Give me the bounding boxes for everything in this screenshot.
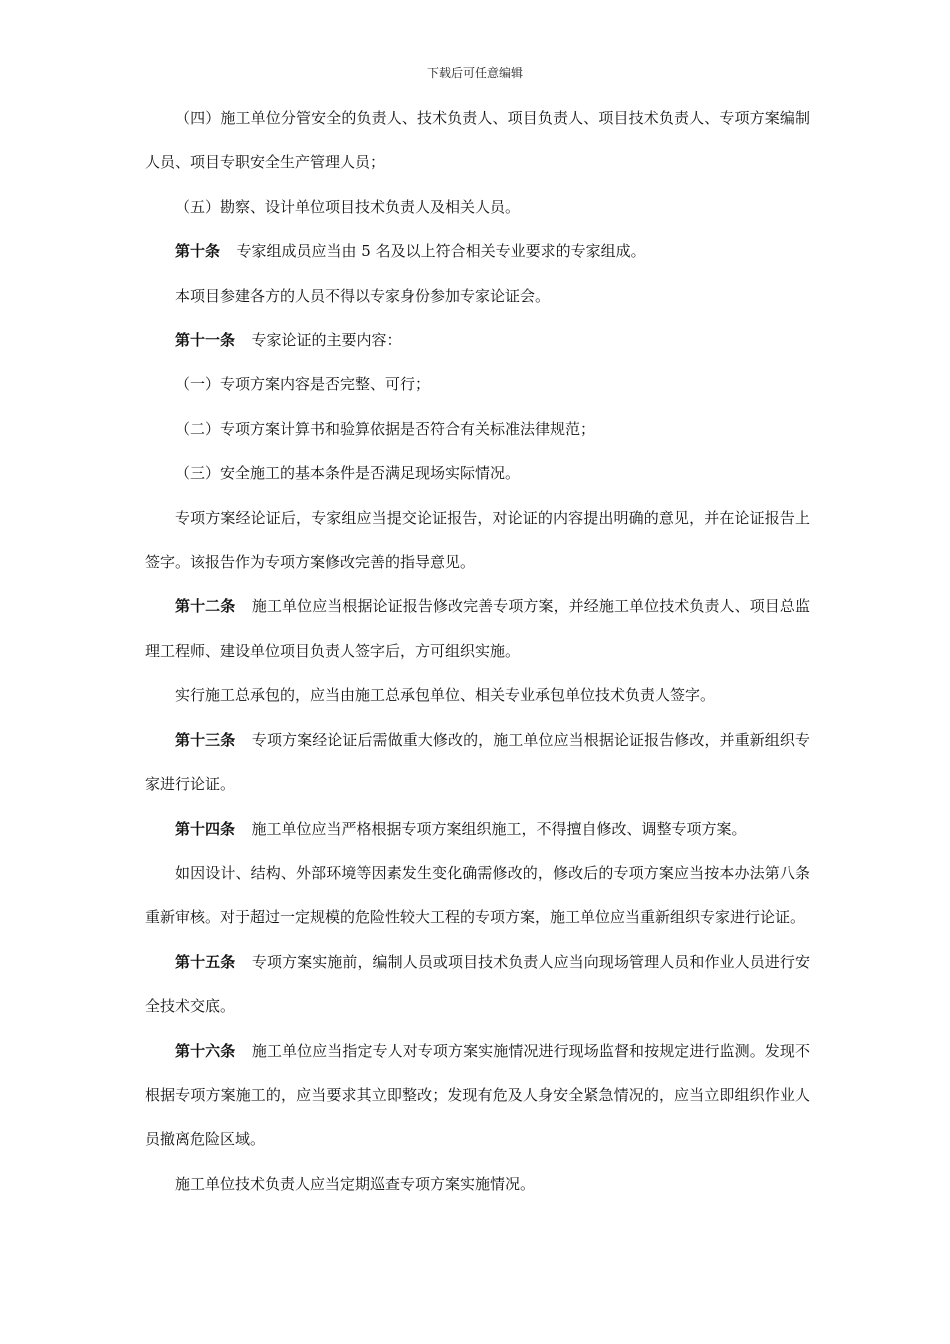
article-number: 第十一条 — [175, 331, 236, 350]
paragraph-text: （五）勘察、设计单位项目技术负责人及相关人员。 — [175, 197, 521, 216]
paragraph — [145, 673, 810, 717]
paragraph-text: 本项目参建各方的人员不得以专家身份参加专家论证会。 — [175, 286, 551, 305]
paragraph-text: 专家论证的主要内容： — [251, 331, 402, 350]
article-number: 第十二条 — [175, 597, 236, 616]
paragraph-text: （一）专项方案内容是否完整、可行； — [175, 375, 431, 394]
paragraph — [145, 451, 810, 495]
paragraph — [145, 940, 810, 1029]
paragraph-text: （二）专项方案计算书和验算依据是否符合有关标准法律规范； — [175, 419, 596, 438]
article-number: 第十五条 — [175, 952, 236, 971]
article-number: 第十四条 — [175, 819, 236, 838]
document-body — [145, 96, 810, 1206]
article-number: 第十条 — [175, 242, 221, 261]
paragraph — [145, 851, 810, 940]
paragraph — [145, 1162, 810, 1206]
paragraph-text: 施工单位应当根据论证报告修改完善专项方案，并经施工单位技术负责人、项目总监理工程师、建设单位项目负责人签字后，方可组织实施。 — [145, 597, 810, 660]
paragraph — [145, 318, 810, 362]
paragraph-text: 施工单位应当指定专人对专项方案实施情况进行现场监督和按规定进行监测。发现不根据专项方案施工的，应当要求其立即整改；发现有危及人身安全紧急情况的，应当立即组织作业人员撤离危险区域。 — [145, 1041, 810, 1149]
article-number: 第十六条 — [175, 1041, 236, 1060]
paragraph — [145, 584, 810, 673]
page-header: 下载后可任意编辑 — [426, 66, 523, 80]
paragraph — [145, 229, 810, 273]
paragraph — [145, 496, 810, 585]
paragraph — [145, 274, 810, 318]
paragraph-text: 如因设计、结构、外部环境等因素发生变化确需修改的，修改后的专项方案应当按本办法第八条重新审核。对于超过一定规模的危险性较大工程的专项方案，施工单位应当重新组织专家进行论证。 — [145, 863, 810, 927]
paragraph-text: 专项方案经论证后，专家组应当提交论证报告，对论证的内容提出明确的意见，并在论证报告上签字。该报告作为专项方案修改完善的指导意见。 — [145, 508, 810, 572]
paragraph — [145, 407, 810, 451]
paragraph — [145, 362, 810, 406]
paragraph-text: 专项方案实施前，编制人员或项目技术负责人应当向现场管理人员和作业人员进行安全技术交底。 — [145, 952, 810, 1016]
paragraph — [145, 718, 810, 807]
paragraph-text: （四）施工单位分管安全的负责人、技术负责人、项目负责人、项目技术负责人、专项方案编制人员、项目专职安全生产管理人员； — [145, 109, 810, 172]
paragraph — [145, 807, 810, 851]
paragraph-text: 专家组成员应当由 5 名及以上符合相关专业要求的专家组成。 — [236, 242, 646, 261]
paragraph — [145, 185, 810, 229]
paragraph-text: （三）安全施工的基本条件是否满足现场实际情况。 — [175, 464, 521, 483]
paragraph — [145, 1029, 810, 1162]
paragraph-text: 实行施工总承包的，应当由施工总承包单位、相关专业承包单位技术负责人签字。 — [175, 686, 716, 705]
paragraph-text: 施工单位应当严格根据专项方案组织施工，不得擅自修改、调整专项方案。 — [251, 819, 747, 838]
article-number: 第十三条 — [175, 730, 236, 749]
paragraph — [145, 96, 810, 185]
paragraph-text: 专项方案经论证后需做重大修改的，施工单位应当根据论证报告修改，并重新组织专家进行论证。 — [145, 730, 810, 794]
paragraph-text: 施工单位技术负责人应当定期巡查专项方案实施情况。 — [175, 1174, 536, 1193]
